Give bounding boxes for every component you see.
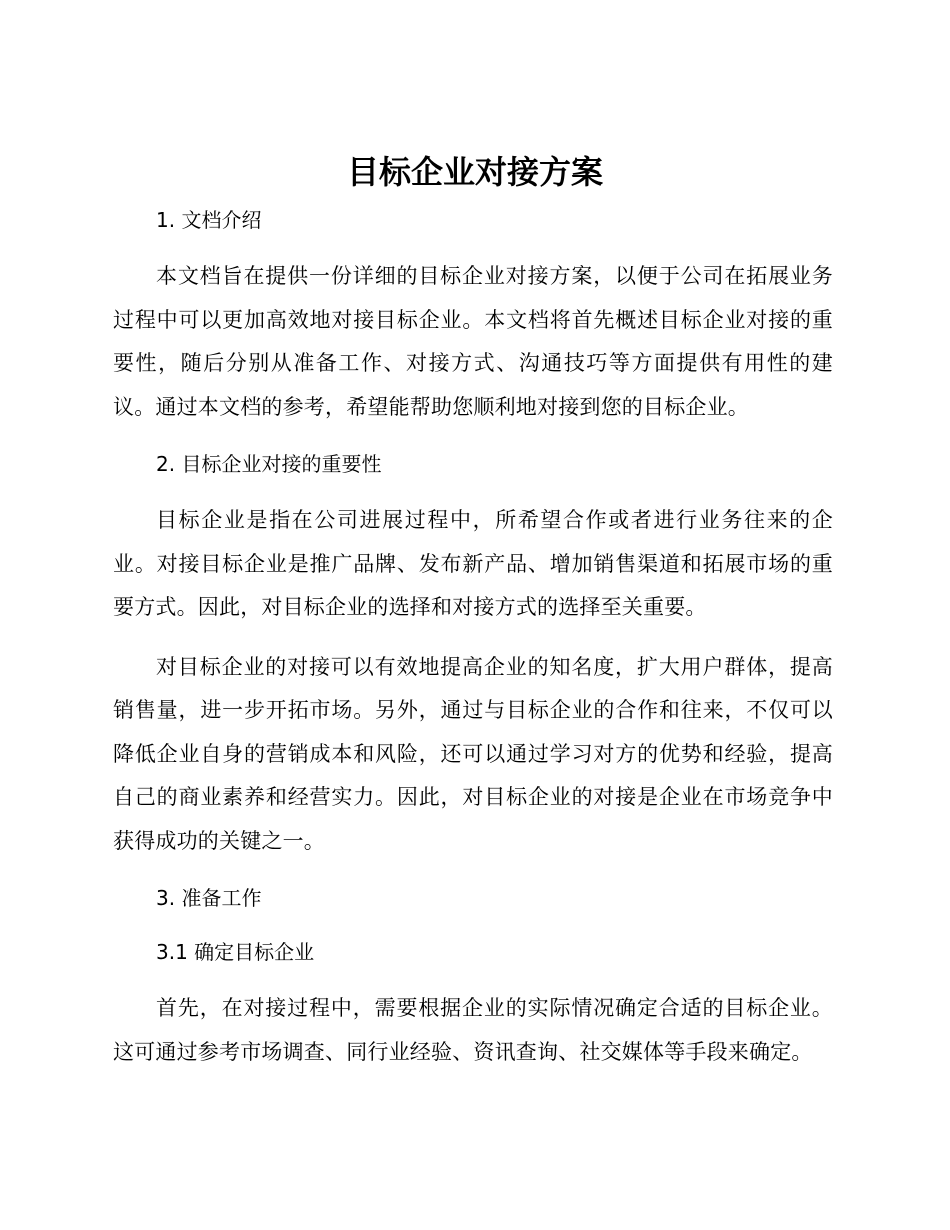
paragraph-importance-2: 对目标企业的对接可以有效地提高企业的知名度，扩大用户群体，提高销售量，进一步开拓市场。另外，通过与目标企业的合作和往来，不仅可以降低企业自身的营销成本和风险，还可以通过学习对方的优势和经验，提高自己的商业素养和经营实力。因此，对目标企业的对接是企业在市场竞争中获得成功的关键之一。 [113,654,833,853]
section-heading-importance: 2. 目标企业对接的重要性 [156,452,382,476]
paragraph-importance-1: 目标企业是指在公司进展过程中，所希望合作或者进行业务往来的企业。对接目标企业是推广品牌、发布新产品、增加销售渠道和拓展市场的重要方式。因此，对目标企业的选择和对接方式的选择至关重要。 [113,508,833,619]
document-body [113,201,833,1074]
paragraph-determine-target: 首先，在对接过程中，需要根据企业的实际情况确定合适的目标企业。这可通过参考市场调查、同行业经验、资讯查询、社交媒体等手段来确定。 [113,996,833,1064]
section-heading-determine-target: 3.1 确定目标企业 [156,940,315,964]
paragraph-intro: 本文档旨在提供一份详细的目标企业对接方案，以便于公司在拓展业务过程中可以更加高效地对接目标企业。本文档将首先概述目标企业对接的重要性，随后分别从准备工作、对接方式、沟通技巧等方面提供有用性的建议。通过本文档的参考，希望能帮助您顺利地对接到您的目标企业。 [113,264,833,419]
document-title: 目标企业对接方案 [346,153,603,191]
section-heading-intro: 1. 文档介绍 [156,208,262,232]
section-heading-preparation: 3. 准备工作 [156,886,262,910]
